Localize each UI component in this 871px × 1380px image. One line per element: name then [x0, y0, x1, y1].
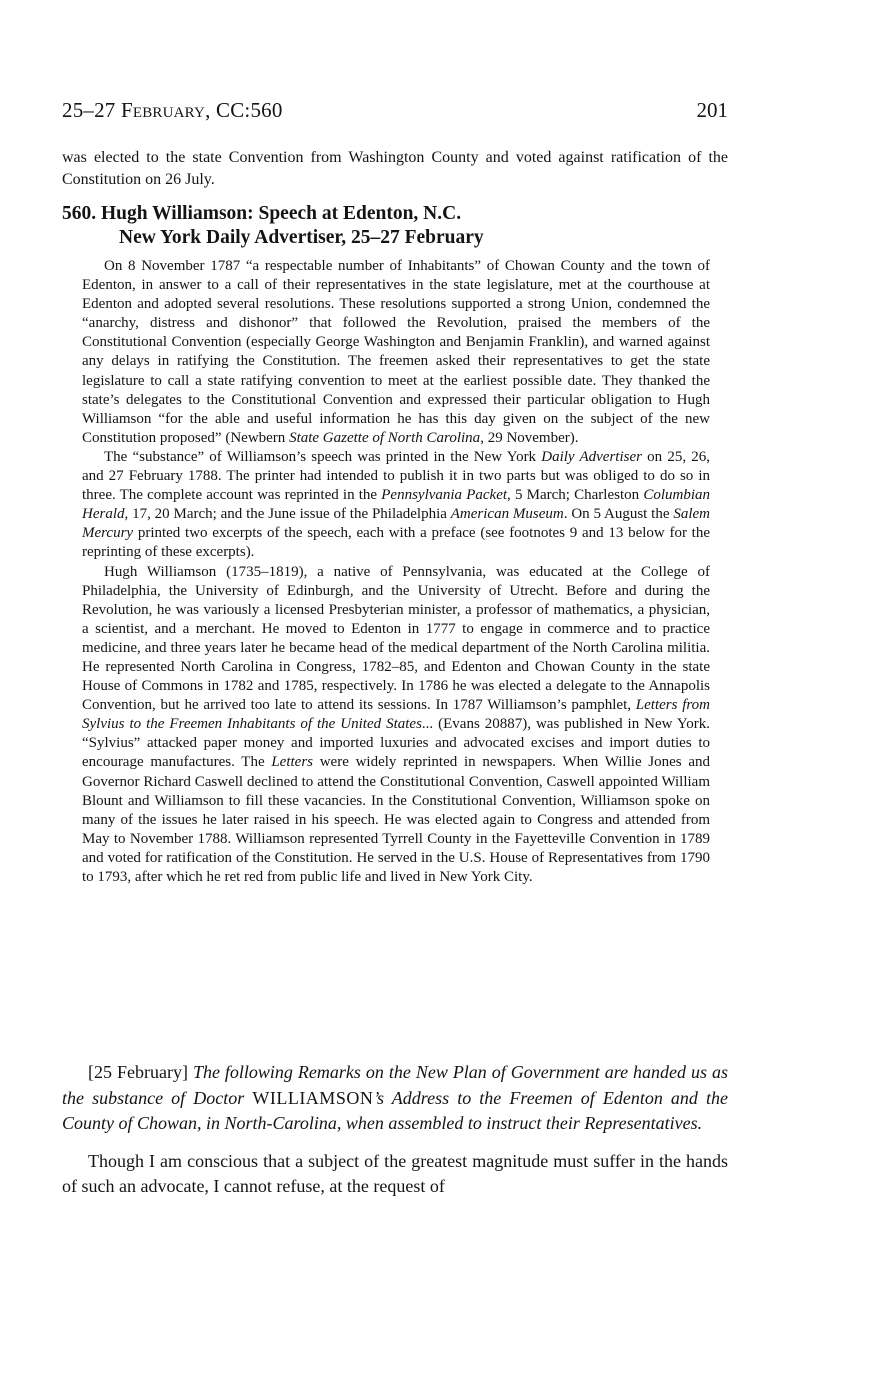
document-title [62, 202, 742, 250]
speech-paragraph-1: Though I am conscious that a subject of the greatest magnitude must suffer in the hands of such an advocate, I cannot refuse, at the request of [62, 1150, 728, 1196]
speech-preface: [25 February] The following Remarks on the New Plan of Government are handed us as the substance of Doctor WILLIAMSON’s Address to the Freemen of Edenton and the County of Chowan, in North-Carolina, when assembled to instruct their Representatives. [62, 1062, 729, 1133]
headnote-paragraph-2: The “substance” of Williamson’s speech was printed in the New York Daily Advertiser on 25, 26, and 27 February 1788. The printer had intended to publish it in two parts but was obliged to do so in three. The complete account was reprinted in the Pennsylvania Packet, 5 March; Charleston Columbian Herald, 17, 20 March; and the June issue of the Philadelphia American Museum. On 5 August the Salem Mercury printed two excerpts of the speech, each with a preface (see footnotes 9 and 13 below for the reprinting of these excerpts). [82, 448, 711, 561]
title-line-2: New York Daily Advertiser, 25–27 February [119, 227, 484, 248]
headnote-paragraph-3: Hugh Williamson (1735–1819), a native of Pennsylvania, was educated at the College of Philadelphia, the University of Edinburgh, and the University of Utrecht. Before and during the Revolution, he was variously a licensed Presbyterian minister, a professor of mathematics, a physician, a scientist, and a merchant. He moved to Edenton in 1777 to engage in commerce and to practice medicine, and three years later he became head of the medical department of the North Carolina militia. He represented North Carolina in Congress, 1782–85, and Edenton and Chowan County in the state House of Commons in 1782 and 1785, respectively. In 1786 he was elected a delegate to the Annapolis Convention, but he arrived too late to attend its sessions. In 1787 Williamson’s pamphlet, Letters from Sylvius to the Freemen Inhabitants of the United States... (Evans 20887), was published in New York. “Sylvius” attacked paper money and imported luxuries and advocated excises and import duties to encourage manufactures. The Letters were widely reprinted in newspapers. When Willie Jones and Governor Richard Caswell declined to attend the Constitutional Convention, Caswell appointed William Blount and Williamson to fill these vacancies. In the Constitutional Convention, Williamson spoke on many of the issues he later raised in his speech. He was elected again to Congress and attended from May to November 1788. Williamson represented Tyrrell County in the Fayetteville Convention in 1789 and voted for ratification of the Constitution. He served in the U.S. House of Representatives from 1790 to 1793, after which he ret red from public life and lived in New York City. [82, 563, 711, 885]
continuation-text [62, 147, 728, 191]
title-line-1: 560. Hugh Williamson: Speech at Edenton, N.C. [62, 203, 462, 224]
running-header [62, 98, 728, 123]
continuation-paragraph: was elected to the state Convention from Washington County and voted against ratification of the Constitution on 26 July. [62, 149, 728, 188]
headnote-paragraph-1: On 8 November 1787 “a respectable number of Inhabitants” of Chowan County and the town of Edenton, in answer to a call of their representatives in the state legislature, met at the courthouse at Edenton and adopted several resolutions. These resolutions supported a strong Union, condemned the “anarchy, distress and dishonor” that followed the Revolution, praised the members of the Constitutional Convention (especially George Washington and Benjamin Franklin), and warned against any delays in ratifying the Constitution. The freemen asked their representatives to get the state legislature to call a state ratifying convention to meet at the earliest possible date. They thanked the state’s delegates to the Constitutional Convention and expressed their particular obligation to Hugh Williamson “for the able and useful information he has this day given on the subject of the new Constitution proposed” (Newbern State Gazette of North Carolina, 29 November). [82, 258, 710, 446]
headnote [82, 257, 710, 887]
speech-text [62, 1060, 728, 1212]
running-head: 25–27 February, CC:560 [62, 98, 283, 122]
page-number: 201 [696, 98, 728, 122]
